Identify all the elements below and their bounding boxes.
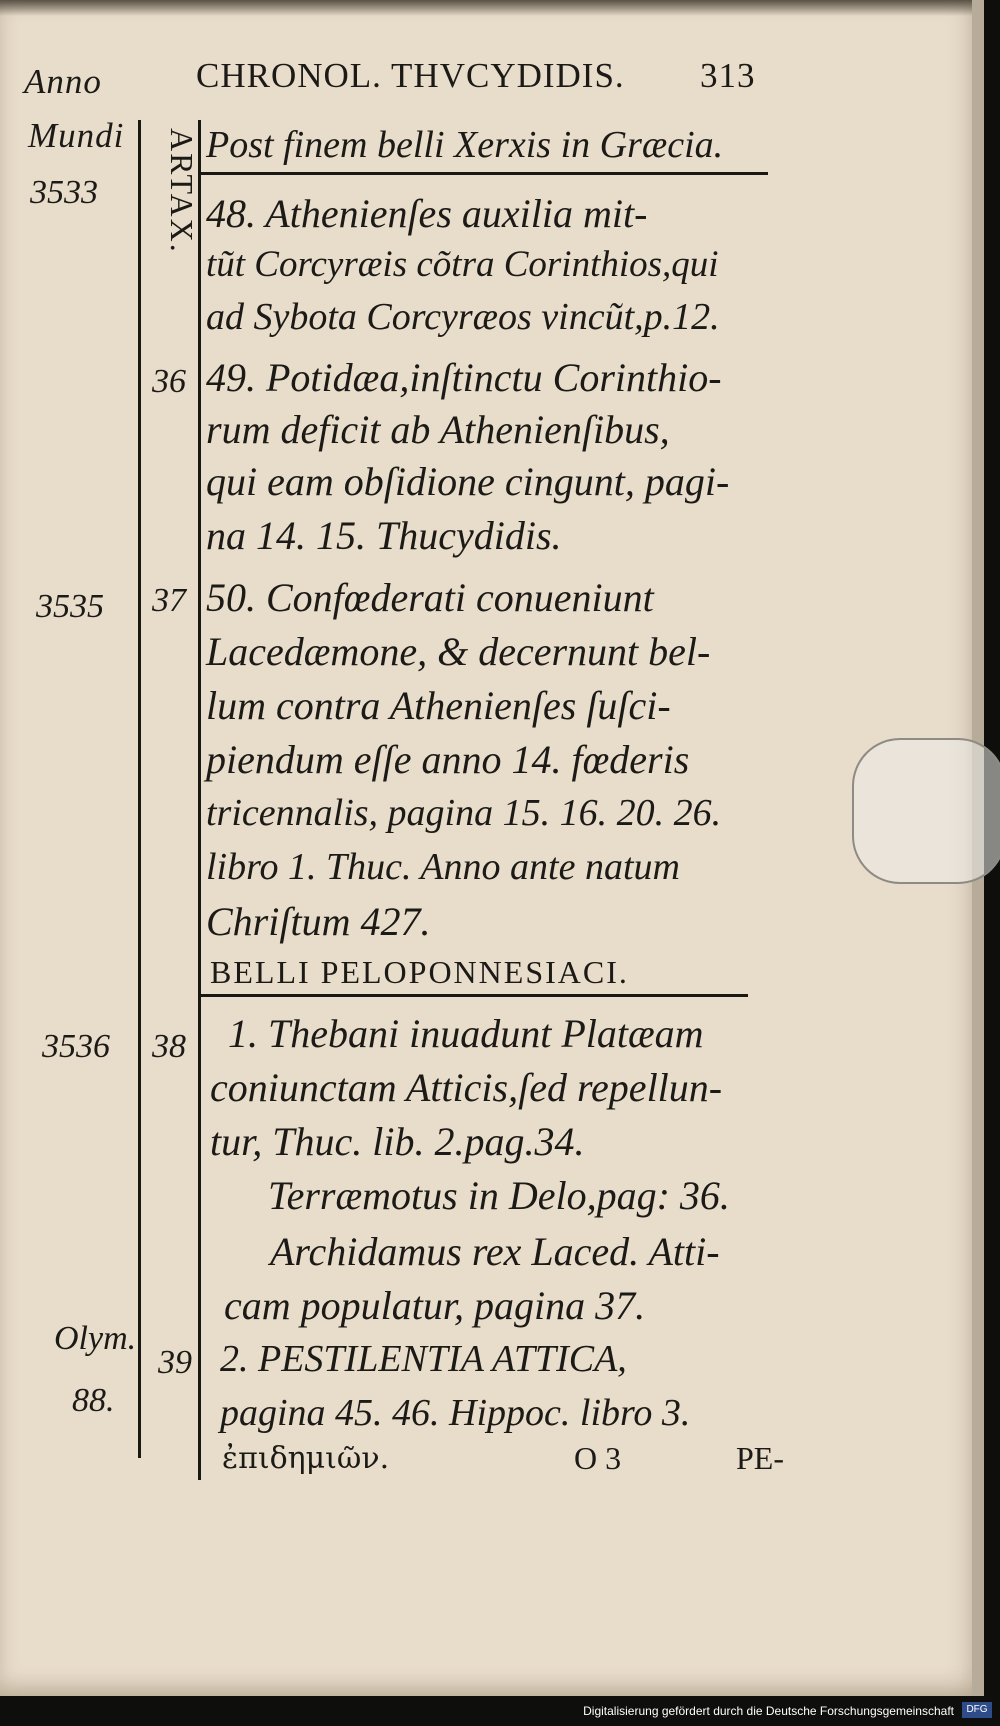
entry-line: rum deficit ab Athenienſibus, — [206, 407, 670, 452]
entry-line: tur, Thuc. lib. 2.pag.34. — [210, 1119, 585, 1164]
inner-year: 36 — [152, 363, 186, 400]
inner-year: 39 — [158, 1344, 192, 1381]
entry-line: lum contra Athenienſes ſuſci- — [206, 683, 671, 728]
entry-line: qui eam obſidione cingunt, pagi- — [206, 459, 730, 504]
heading-underline — [200, 172, 768, 175]
running-title: CHRONOL. THVCYDIDIS. — [196, 56, 625, 95]
entry-line: na 14. 15. Thucydidis. — [206, 513, 562, 558]
margin-label-artax: ARTAX. — [164, 128, 200, 254]
greek-catch-text: ἐπιδημιῶν. — [222, 1441, 390, 1476]
year-number: 3533 — [30, 174, 98, 211]
entry-line: Lacedæmone, & decernunt bel- — [206, 629, 711, 674]
left-column-rule — [138, 120, 141, 1458]
section-underline — [200, 994, 748, 997]
page-clip — [852, 738, 1000, 884]
entry-line: libro 1. Thuc. Anno ante natum — [206, 846, 680, 888]
digitization-footer — [0, 1696, 1000, 1726]
entry-line: tũt Corcyræis cõtra Corinthios,qui — [206, 244, 719, 285]
catchword: PE- — [736, 1440, 784, 1476]
entry-line: Terræmotus in Delo,pag: 36. — [268, 1173, 730, 1218]
page-number: 313 — [700, 56, 756, 95]
entry-line: 1. Thebani inuadunt Platæam — [228, 1011, 704, 1056]
entry-line: piendum eſſe anno 14. fœderis — [206, 737, 690, 782]
year-number: 3536 — [42, 1028, 110, 1065]
dfg-logo: DFG — [962, 1702, 992, 1718]
entry-line: 50. Confœderati conueniunt — [206, 575, 654, 620]
entry-line: 49. Potidæa,inſtinctu Corinthio- — [206, 355, 722, 400]
section-heading: Post finem belli Xerxis in Græcia. — [206, 124, 724, 166]
year-number: 3535 — [36, 588, 104, 625]
entry-line: Archidamus rex Laced. Atti- — [270, 1229, 720, 1274]
signature-mark: O 3 — [574, 1440, 622, 1476]
footer-credit: Digitalisierung gefördert durch die Deutsche Forschungsgemeinschaft — [583, 1704, 954, 1718]
entry-line: coniunctam Atticis,ſed repellun- — [210, 1065, 723, 1110]
section-title: BELLI PELOPONNESIACI. — [210, 954, 629, 990]
inner-column-rule — [198, 120, 201, 1480]
mundi-label: Mundi — [28, 116, 125, 155]
entry-line: 2. PESTILENTIA ATTICA, — [220, 1338, 627, 1380]
anno-label: Anno — [24, 62, 102, 101]
olympiad-number: 88. — [72, 1382, 115, 1419]
entry-line: 48. Athenienſes auxilia mit- — [206, 191, 648, 236]
inner-year: 37 — [152, 582, 186, 619]
entry-line: ad Sybota Corcyræos vincũt,p.12. — [206, 296, 720, 338]
entry-line: cam populatur, pagina 37. — [224, 1283, 646, 1328]
page-top-shadow — [0, 0, 984, 16]
inner-year: 38 — [152, 1028, 186, 1065]
olympiad-label: Olym. — [54, 1320, 137, 1357]
entry-line: pagina 45. 46. Hippoc. libro 3. — [220, 1392, 691, 1434]
entry-line: Chriſtum 427. — [206, 899, 431, 944]
entry-line: tricennalis, pagina 15. 16. 20. 26. — [206, 792, 722, 834]
